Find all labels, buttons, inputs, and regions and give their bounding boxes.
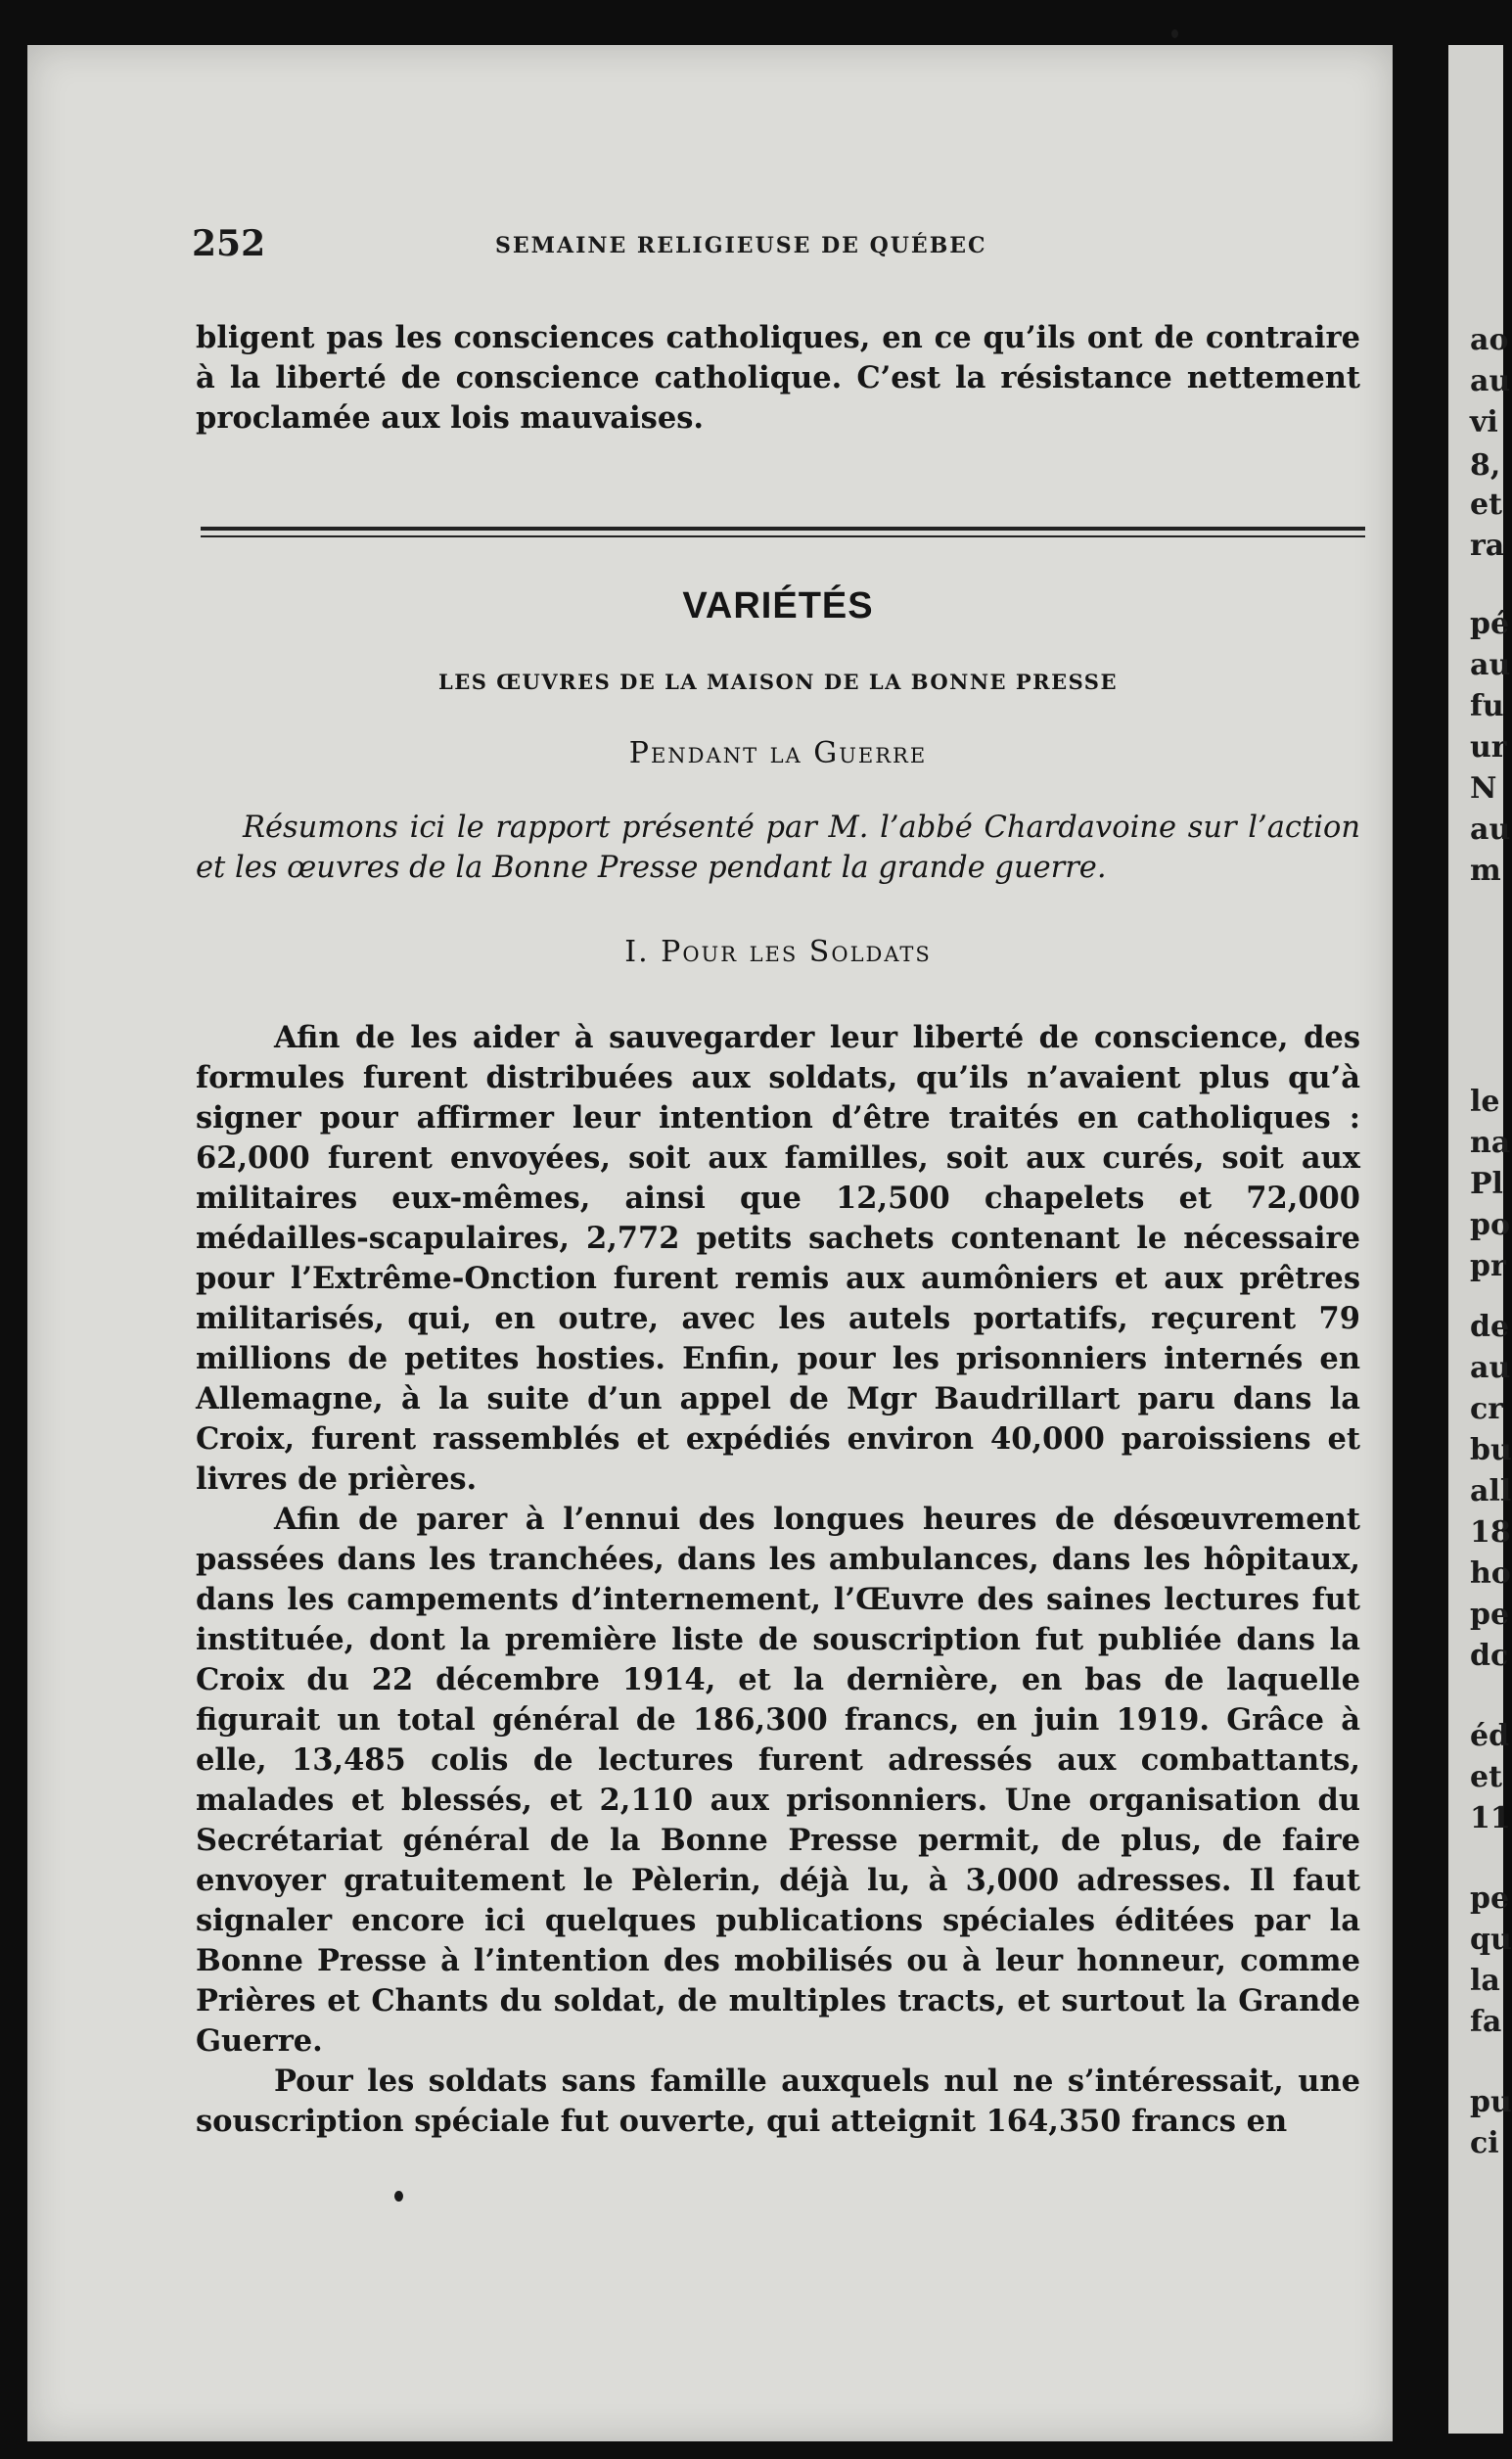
article-subtitle-period: Pendant la Guerre [628,736,928,770]
intro-paragraph: Résumons ici le rapport présenté par M. l’abbé Chardavoine sur l’action et les œuvres de la Bonne Presse pendant la grande guerre. [196,811,1360,885]
adjacent-page-edge [1448,45,1512,2434]
article-title: VARIÉTÉS [682,585,874,626]
double-rule-bottom [201,535,1365,537]
adjacent-page-fragment: au [1470,1351,1511,1385]
body-paragraph: Pour les soldats sans famille auxquels nul ne s’intéressait, une souscription spéciale fut ouverte, qui atteignit 164,350 francs en [196,2064,1360,2139]
adjacent-page-fragment: pu [1470,2085,1512,2119]
section-heading: I. Pour les Soldats [624,935,932,969]
adjacent-page-fragment: all [1470,1474,1512,1508]
body-paragraph: Afin de parer à l’ennui des longues heures de désœuvrement passées dans les tranchées, dans les ambulances, dans les hôpitaux, dans les campements d’internement, l’Œuvre des saines lectures fut instituée, dont la première liste de souscription fut publiée dans la Croix du 22 décembre 1914, et la dernière, en bas de laquelle figurait un total général de 186,300 francs, en juin 1919. Grâce à elle, 13,485 colis de lectures furent adressés aux combattants, malades et blessés, et 2,110 aux prisonniers. Une organisation du Secrétariat général de la Bonne Presse permit, de plus, de faire envoyer gratuitement le Pèlerin, déjà lu, à 3,000 adresses. Il faut signaler encore ici quelques publications spéciales éditées par la Bonne Presse à l’intention des mobilisés ou à leur honneur, comme Prières et Chants du soldat, de multiples tracts, et surtout la Grande Guerre. [196,1502,1360,2059]
page-header [192,223,1356,262]
adjacent-page-fragment: et [1470,1760,1502,1794]
adjacent-page-fragment: éd [1470,1719,1510,1753]
adjacent-page-fragment: ra [1470,529,1505,563]
adjacent-page-fragment: pr [1470,1249,1506,1283]
ink-spot [1171,29,1178,38]
adjacent-page-fragment: ao [1470,323,1509,357]
adjacent-page-fragment: fu [1470,689,1504,723]
article-subtitle: LES ŒUVRES DE LA MAISON DE LA BONNE PRESSE [438,670,1118,694]
adjacent-page-fragment: cr [1470,1392,1504,1426]
adjacent-page-fragment: pé [1470,607,1510,641]
adjacent-page-fragment: ur [1470,730,1507,765]
adjacent-page-fragment: bu [1470,1433,1512,1467]
adjacent-page-fragment: et [1470,487,1502,522]
adjacent-page-fragment: le [1470,1085,1500,1119]
adjacent-page-fragment: de [1470,1310,1510,1344]
adjacent-page-fragment: qu [1470,1923,1512,1957]
adjacent-page-fragment: na [1470,1126,1511,1160]
adjacent-page-fragment: pe [1470,1598,1510,1632]
adjacent-page-fragment: vi [1470,405,1498,440]
adjacent-page-fragment: pe [1470,1881,1510,1916]
adjacent-page-fragment: 8, [1470,448,1501,483]
continuation-paragraph: bligent pas les consciences catholiques, en ce qu’ils ont de contraire à la liberté de conscience catholique. C’est la résistance nettement proclamée aux lois mauvaises. [196,320,1360,436]
adjacent-page-fragment: au [1470,648,1511,682]
ink-spot [394,2191,403,2202]
adjacent-page-fragment: 11 [1470,1801,1511,1835]
adjacent-page-fragment: 18 [1470,1515,1511,1550]
adjacent-page-fragment: fa [1470,2005,1502,2039]
adjacent-page-fragment: au [1470,364,1511,398]
adjacent-page-fragment: po [1470,1208,1510,1242]
double-rule-top [201,527,1365,531]
adjacent-page-fragment: ci [1470,2126,1499,2160]
adjacent-page-fragment: Pl [1470,1167,1503,1201]
page-number: 252 [192,223,266,264]
adjacent-page-fragment: ho [1470,1556,1511,1591]
adjacent-page-fragment: m [1470,854,1501,888]
adjacent-page-fragment: au [1470,812,1511,847]
adjacent-page-fragment: N [1470,771,1497,806]
running-head: SEMAINE RELIGIEUSE DE QUÉBEC [495,233,987,258]
article-body [196,1018,1360,2142]
adjacent-page-fragment: la [1470,1964,1500,1998]
body-paragraph: Afin de les aider à sauvegarder leur liberté de conscience, des formules furent distribuées aux soldats, qu’ils n’avaient plus qu’à signer pour affirmer leur intention d’être traités en catholiques : 62,000 furent envoyées, soit aux familles, soit aux curés, soit aux militaires eux-mêmes, ainsi que 12,500 chapelets et 72,000 médailles-scapulaires, 2,772 petits sachets contenant le nécessaire pour l’Extrême-Onction furent remis aux aumôniers et aux prêtres militarisés, qui, en outre, avec les autels portatifs, reçurent 79 millions de petites hosties. Enfin, pour les prisonniers internés en Allemagne, à la suite d’un appel de Mgr Baudrillart paru dans la Croix, furent rassemblés et expédiés environ 40,000 paroissiens et livres de prières. [196,1020,1360,1497]
adjacent-page-fragment: dc [1470,1639,1509,1673]
